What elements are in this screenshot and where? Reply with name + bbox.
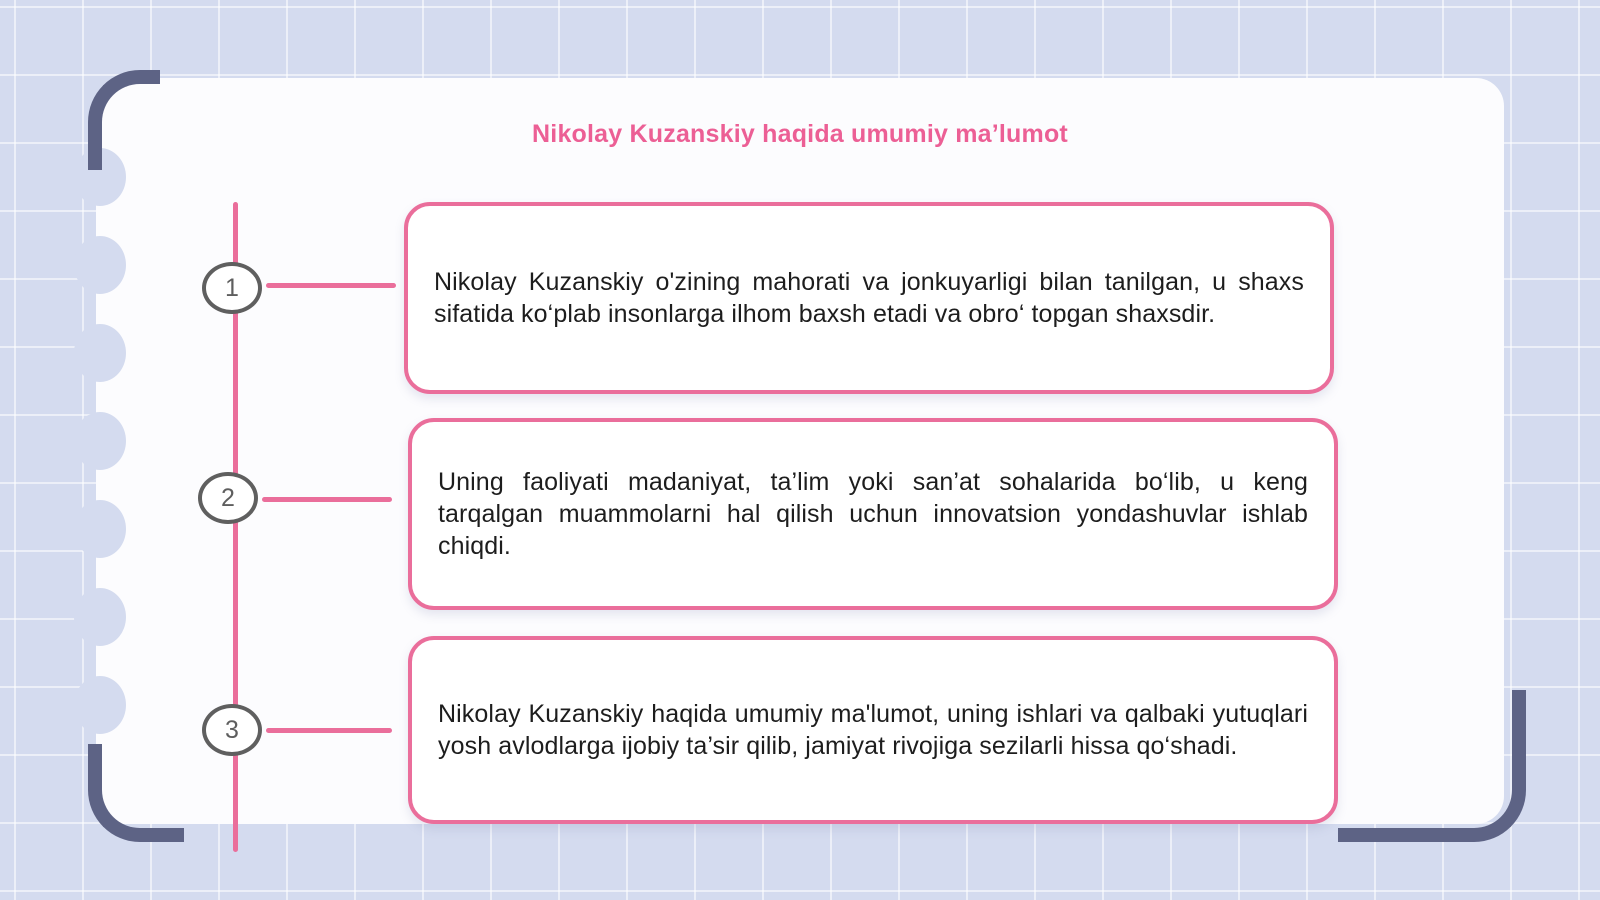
timeline-card-2 bbox=[408, 418, 1338, 610]
paper-scallop bbox=[74, 236, 126, 294]
slide-title: Nikolay Kuzanskiy haqida umumiy ma’lumot bbox=[532, 120, 1068, 148]
timeline-node-3: 3 bbox=[202, 704, 262, 756]
timeline-card-1 bbox=[404, 202, 1334, 394]
timeline-connector bbox=[266, 728, 392, 733]
timeline-card-3 bbox=[408, 636, 1338, 824]
paper-scallop bbox=[74, 588, 126, 646]
paper-scallop bbox=[74, 676, 126, 734]
corner-bracket-bottom-right bbox=[1338, 690, 1526, 842]
timeline-node-1: 1 bbox=[202, 262, 262, 314]
timeline-connector bbox=[266, 283, 396, 288]
timeline-card-text: Uning faoliyati madaniyat, ta’lim yoki san’at sohalarida bo‘lib, u keng tarqalgan muammolarni hal qilish uchun innovatsion yondashuvlar ishlab chiqdi. bbox=[438, 468, 1308, 560]
timeline-card-text: Nikolay Kuzanskiy haqida umumiy ma'lumot, uning ishlari va qalbaki yutuqlari yosh avlodlarga ijobiy ta’sir qilib, jamiyat rivojiga sezilarli hissa qo‘shadi. bbox=[438, 700, 1308, 760]
paper-scallop bbox=[74, 412, 126, 470]
timeline-card-text: Nikolay Kuzanskiy o'zining mahorati va jonkuyarligi bilan tanilgan, u shaxs sifatida ko‘plab insonlarga ilhom baxsh etadi va obro‘ topgan shaxsdir. bbox=[434, 268, 1304, 328]
paper-scallop bbox=[74, 500, 126, 558]
timeline-node-2: 2 bbox=[198, 472, 258, 524]
corner-bracket-bottom-left bbox=[88, 744, 184, 842]
timeline-connector bbox=[262, 497, 392, 502]
paper-scallop bbox=[74, 324, 126, 382]
